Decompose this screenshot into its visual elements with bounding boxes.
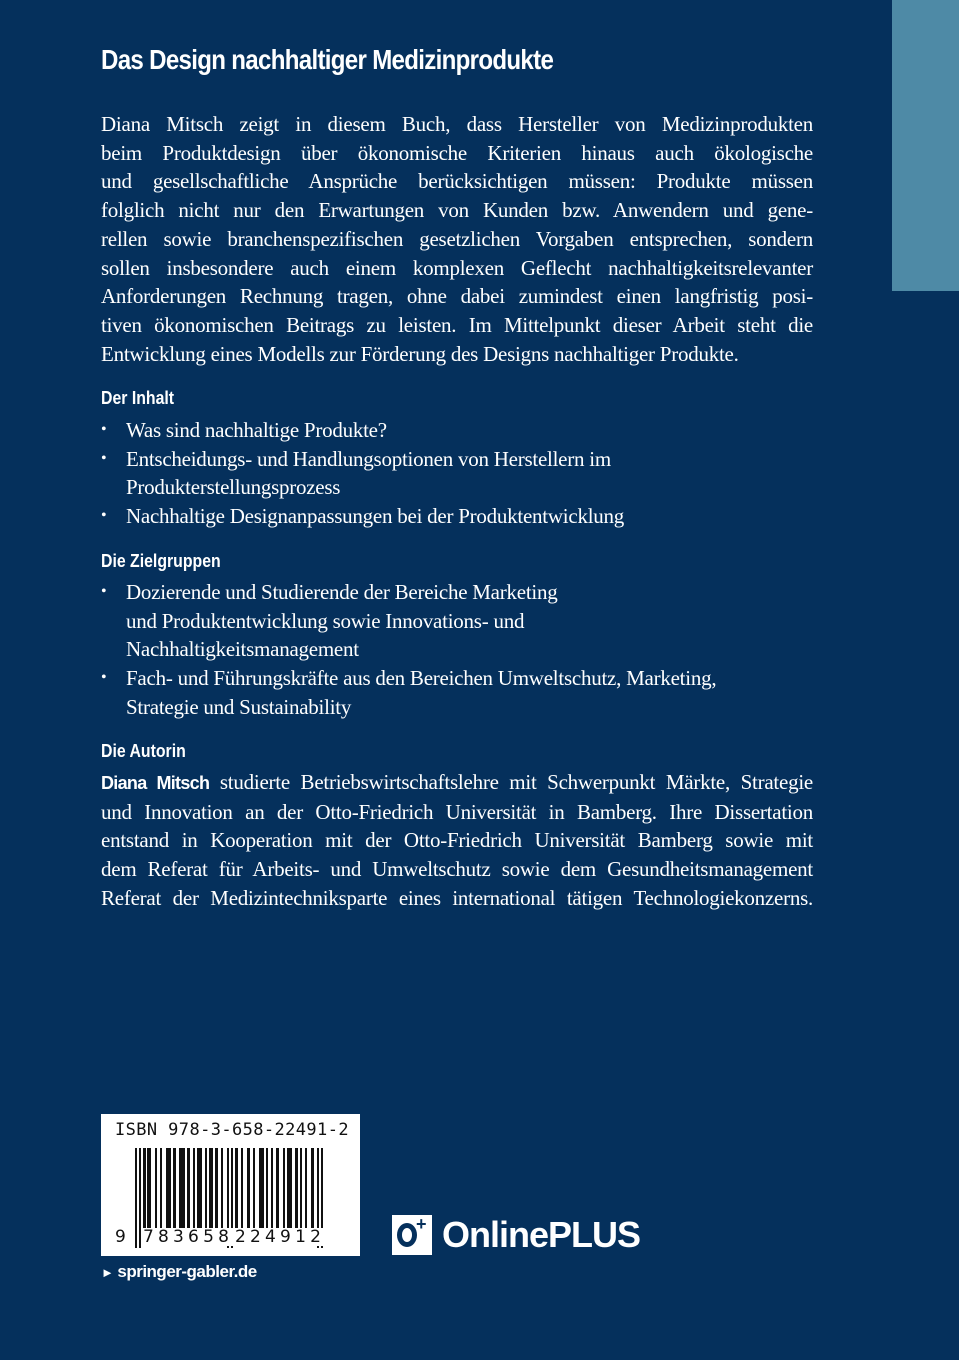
intro-line: Entwicklung eines Modells zur Förderung des Designs nachhaltiger Produkte. — [101, 341, 739, 366]
list-item: • Fach- und Führungskräfte aus den Bereichen Umweltschutz, Marketing, Strategie und Sustainability — [101, 666, 717, 719]
intro-line: beim Produktdesign über ökonomische Kriterien hinaus auch ökologische — [101, 140, 813, 165]
ean-right-digits: 224912 — [235, 1227, 326, 1247]
bullet-icon: • — [101, 421, 107, 438]
author-bio-line: und Innovation an der Otto-Friedrich Universität in Bamberg. Ihre Dissertation — [101, 799, 813, 824]
intro-line: rellen sowie branchenspezifischen gesetzlichen Vorgaben entsprechen, sondern — [101, 226, 813, 251]
author-bio — [101, 768, 821, 913]
intro-line: sollen insbesondere auch einem komplexen Geflecht nachhaltigkeitsrelevanter — [101, 255, 813, 280]
bullet-icon: • — [101, 507, 107, 525]
intro-paragraph — [101, 110, 821, 368]
contents-heading: Der Inhalt — [101, 388, 175, 408]
intro-line: und gesellschaftliche Ansprüche berücksichtigen müssen: Produkte müssen — [101, 169, 813, 194]
list-item: • Dozierende und Studierende der Bereiche Marketing und Produktentwicklung sowie Innovations- und Nachhaltigkeitsmanagement — [101, 580, 558, 662]
bullet-icon: • — [101, 449, 107, 467]
onlineplus-wordmark: OnlinePLUS — [442, 1214, 641, 1255]
isbn-barcode — [101, 1114, 360, 1256]
onlineplus-icon: + — [392, 1215, 432, 1255]
ean-lead-digit: 9 — [115, 1227, 126, 1247]
audience-list — [101, 578, 716, 722]
list-item: • Nachhaltige Designanpassungen bei der Produktentwicklung — [101, 502, 624, 531]
onlineplus-logo — [392, 1214, 640, 1256]
author-bio-line: Diana Mitsch studierte Betriebswirtschaftslehre mit Schwerpunkt Märkte, Strategie — [101, 770, 813, 794]
play-arrow-icon: ► — [101, 1265, 114, 1280]
author-bio-line: entstand in Kooperation mit der Otto-Friedrich Universität Bamberg sowie mit — [101, 828, 813, 853]
book-title: Das Design nachhaltiger Medizinprodukte — [101, 44, 554, 75]
author-bio-line: dem Referat für Arbeits- und Umweltschutz sowie dem Gesundheitsmanagement — [101, 857, 813, 882]
ean-left-digits: 783658 — [143, 1227, 234, 1247]
publisher-url: springer-gabler.de — [117, 1262, 257, 1281]
intro-line: tiven ökonomischen Beitrags zu leisten. Im Mittelpunkt dieser Arbeit steht die — [101, 312, 813, 337]
audience-heading: Die Zielgruppen — [101, 551, 221, 571]
intro-line: Anforderungen Rechnung tragen, ohne dabei zumindest einen langfristig posi- — [101, 284, 813, 309]
list-item: • Entscheidungs- und Handlungsoptionen von Herstellern im Produkterstellungsprozess — [101, 446, 611, 500]
bullet-icon: • — [101, 583, 107, 600]
author-heading: Die Autorin — [101, 741, 186, 761]
author-bio-line: Referat der Medizintechniksparte eines international tätigen Technologiekonzerns. — [101, 885, 813, 910]
intro-line: Diana Mitsch zeigt in diesem Buch, dass Hersteller von Medizinprodukten — [101, 112, 813, 136]
author-name: Diana Mitsch — [101, 773, 210, 793]
intro-line: folglich nicht nur den Erwartungen von Kunden bzw. Anwendern und gene- — [101, 198, 813, 223]
isbn-label: ISBN 978-3-658-22491-2 — [115, 1120, 349, 1140]
spine-color-tab — [892, 0, 959, 291]
publisher-website-link[interactable] — [101, 1262, 257, 1282]
list-item: • Was sind nachhaltige Produkte? — [101, 416, 624, 445]
contents-list — [101, 416, 624, 531]
bullet-icon: • — [101, 669, 107, 687]
